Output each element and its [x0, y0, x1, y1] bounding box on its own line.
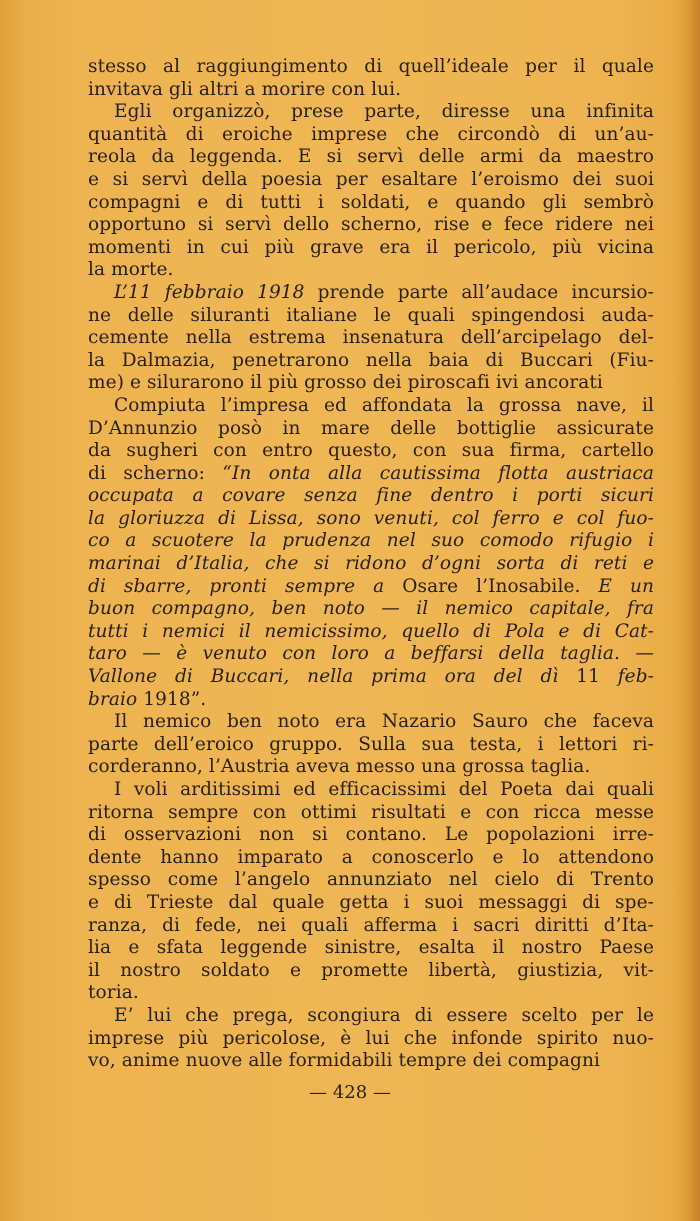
italic-text-segment: marinai d’Italia, che si ridono d’ogni sorta di reti e: [88, 553, 654, 575]
text-segment: da sugheri con entro questo, con sua firma, cartello: [88, 440, 654, 462]
text-segment: ne delle siluranti italiane le quali spingendosi auda-: [88, 304, 654, 326]
italic-text-segment: buon compagno, ben noto — il nemico capitale, fra: [88, 598, 654, 620]
text-line: [88, 824, 654, 847]
text-line: [88, 101, 654, 124]
italic-text-segment: Vallone di Buccari, nella prima ora del dì: [88, 666, 559, 688]
text-line: [88, 982, 654, 1005]
text-segment: e si servì della poesia per esaltare l’eroismo dei suoi: [88, 168, 654, 190]
text-line: [88, 892, 654, 915]
text-line: [88, 869, 654, 892]
text-segment: ritorna sempre con ottimi risultati e con ricca messe: [88, 801, 654, 823]
text-line: [88, 847, 654, 870]
text-segment: E’ lui che prega, scongiura di essere scelto per le: [114, 1004, 654, 1026]
text-line: [88, 530, 654, 553]
text-line: [88, 553, 654, 576]
text-line: [88, 1050, 654, 1073]
italic-text-segment: E un: [598, 575, 654, 597]
text-segment: e di Trieste dal quale getta i suoi messaggi di spe-: [88, 891, 654, 913]
text-line: [88, 440, 654, 463]
text-segment: I voli arditissimi ed efficacissimi del Poeta dai quali: [114, 779, 654, 800]
text-line: [88, 711, 654, 734]
text-line: [88, 508, 654, 531]
text-line: [88, 350, 654, 373]
text-line: [88, 192, 654, 215]
text-line: [88, 418, 654, 441]
text-segment: stesso al raggiungimento di quell’ideale per il quale: [88, 56, 654, 77]
italic-text-segment: di sbarre, pronti sempre a: [88, 575, 385, 597]
text-line: [88, 124, 654, 147]
text-segment: imprese più pericolose, è lui che infonde spirito nuo-: [88, 1027, 654, 1049]
text-segment: vo, anime nuove alle formidabili tempre dei compagni: [88, 1050, 600, 1072]
text-segment: dente hanno imparato a conoscerlo e lo attendono: [88, 846, 654, 868]
italic-text-segment: braio: [88, 688, 138, 710]
text-line: [88, 305, 654, 328]
text-segment: momenti in cui più grave era il pericolo, più vicina: [88, 236, 654, 258]
text-line: [88, 169, 654, 192]
text-segment: 11: [558, 666, 618, 688]
text-line: [88, 937, 654, 960]
text-segment: quantità di eroiche imprese che circondò di un’au-: [88, 123, 654, 145]
text-segment: prende parte all’audace incursio-: [304, 281, 654, 303]
text-line: [88, 327, 654, 350]
page-body-text: [88, 56, 654, 1073]
text-line: [88, 237, 654, 260]
italic-text-segment: L’11 febbraio 1918: [114, 281, 305, 303]
text-line: [88, 1028, 654, 1051]
text-segment: toria.: [88, 982, 139, 1004]
text-line: [88, 802, 654, 825]
text-segment: 1918”.: [137, 688, 207, 710]
text-segment: cemente nella estrema insenatura dell’arcipelago del-: [88, 327, 654, 349]
italic-text-segment: “In onta alla cautissima flotta austriaca: [222, 462, 654, 484]
italic-text-segment: feb-: [617, 666, 654, 688]
text-segment: la morte.: [88, 259, 174, 281]
text-segment: Il nemico ben noto era Nazario Sauro che faceva: [114, 711, 654, 733]
text-line: [88, 485, 654, 508]
text-segment: il nostro soldato e promette libertà, giustizia, vit-: [88, 959, 654, 981]
text-line: [88, 79, 654, 102]
text-segment: me) e silurarono il più grosso dei piroscafi ivi ancorati: [88, 372, 603, 394]
italic-text-segment: occupata a covare senza fine dentro i porti sicuri: [88, 485, 654, 507]
text-segment: invitava gli altri a morire con lui.: [88, 78, 402, 100]
text-segment: ranza, di fede, nei quali afferma i sacri diritti d’Ita-: [88, 914, 654, 936]
text-line: [88, 214, 654, 237]
text-line: [88, 395, 654, 418]
text-line: [88, 756, 654, 779]
text-line: [88, 1005, 654, 1028]
page-edge-shadow: [686, 0, 700, 1221]
text-segment: Osare l’Inosabile.: [384, 575, 599, 597]
text-line: [88, 576, 654, 599]
text-line: [88, 734, 654, 757]
text-line: [88, 372, 654, 395]
text-line: [88, 779, 654, 802]
text-segment: corderanno, l’Austria aveva messo una grossa taglia.: [88, 756, 591, 778]
text-line: [88, 282, 654, 305]
italic-text-segment: taro — è venuto con loro a beffarsi della taglia. —: [88, 643, 654, 665]
italic-text-segment: tutti i nemici il nemicissimo, quello di Pola e di Cat-: [88, 620, 654, 642]
text-line: [88, 960, 654, 983]
text-segment: opportuno si servì dello scherno, rise e fece ridere nei: [88, 214, 654, 236]
text-line: [88, 915, 654, 938]
page-number: — 428 —: [309, 1082, 391, 1103]
italic-text-segment: co a scuotere la prudenza nel suo comodo rifugio i: [88, 530, 654, 552]
text-segment: Compiuta l’impresa ed affondata la grossa nave, il: [114, 394, 654, 416]
text-segment: D’Annunzio posò in mare delle bottiglie assicurate: [88, 417, 654, 439]
text-segment: di osservazioni non si contano. Le popolazioni irre-: [88, 824, 654, 846]
text-segment: di scherno:: [88, 462, 223, 484]
text-segment: spesso come l’angelo annunziato nel cielo di Trento: [88, 869, 654, 891]
text-line: [88, 146, 654, 169]
text-line: [88, 621, 654, 644]
text-segment: parte dell’eroico gruppo. Sulla sua testa, i lettori ri-: [88, 733, 654, 755]
text-line: [88, 463, 654, 486]
text-line: [88, 643, 654, 666]
text-segment: lia e sfata leggende sinistre, esalta il nostro Paese: [88, 937, 654, 959]
text-line: [88, 56, 654, 79]
text-line: [88, 666, 654, 689]
text-segment: Egli organizzò, prese parte, diresse una infinita: [114, 101, 654, 123]
text-line: [88, 689, 654, 712]
text-segment: compagni e di tutti i soldati, e quando gli sembrò: [88, 191, 654, 213]
text-segment: la Dalmazia, penetrarono nella baia di Buccari (Fiu-: [88, 349, 654, 371]
italic-text-segment: la gloriuzza di Lissa, sono venuti, col ferro e col fuo-: [88, 507, 654, 529]
text-line: [88, 259, 654, 282]
text-segment: reola da leggenda. E si servì delle armi da maestro: [88, 146, 654, 168]
text-line: [88, 598, 654, 621]
